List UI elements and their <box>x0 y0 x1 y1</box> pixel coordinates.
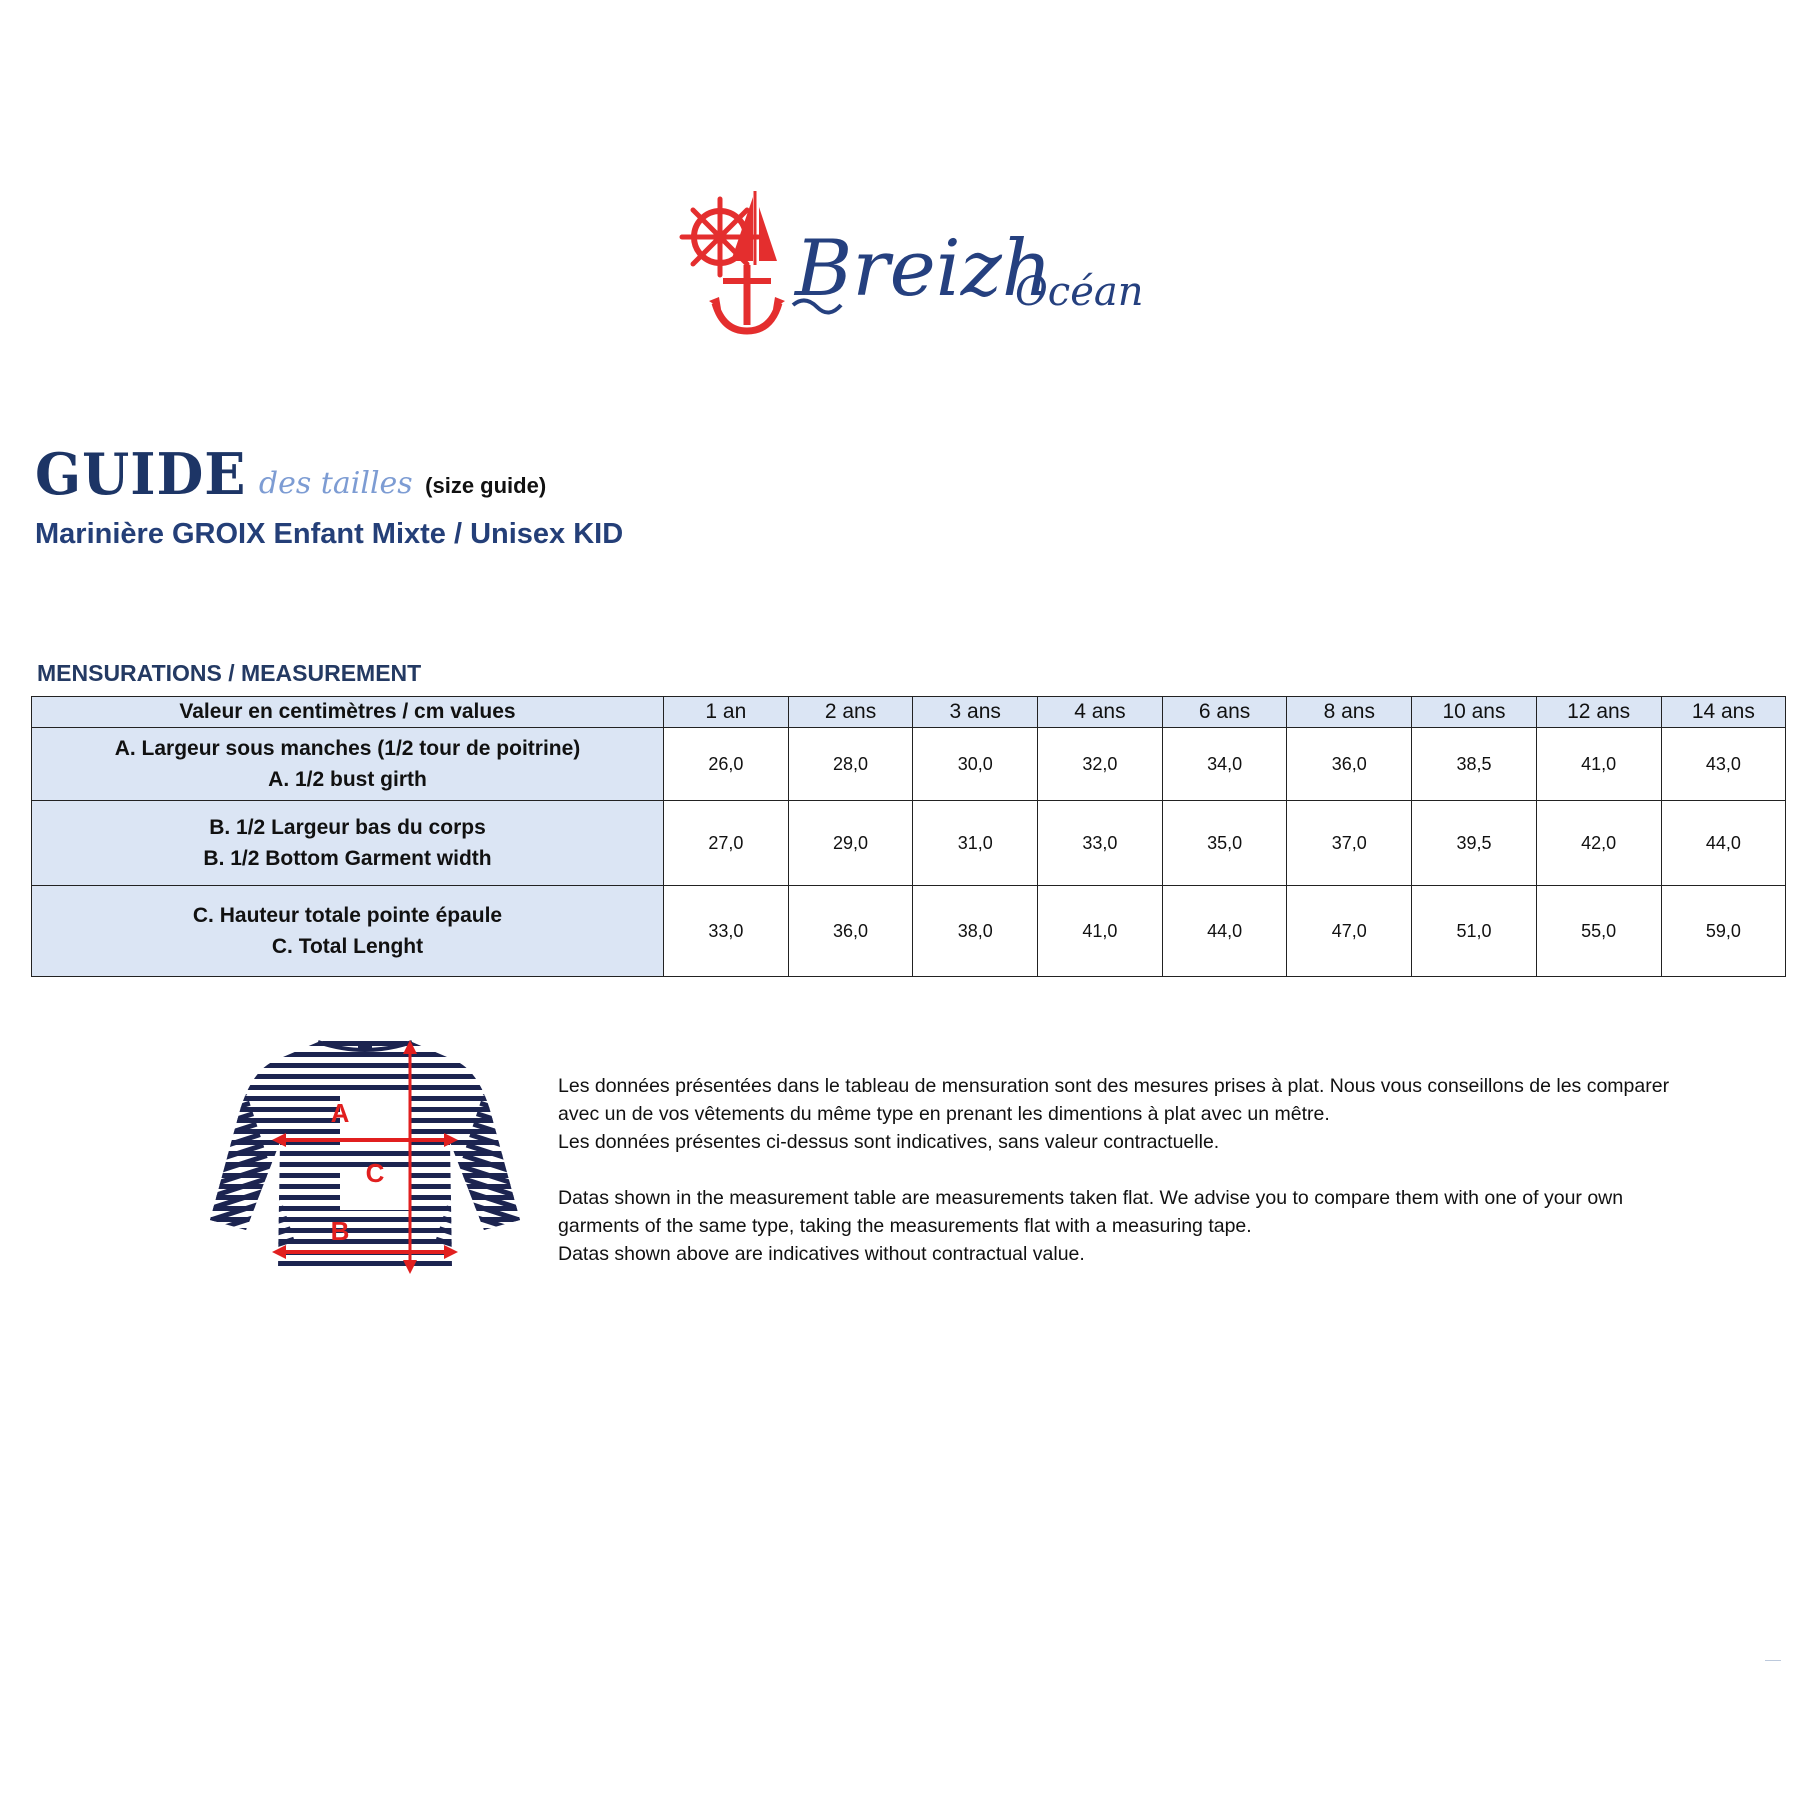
value-cell: 34,0 <box>1162 728 1287 801</box>
table-row <box>32 728 1786 801</box>
value-cell: 29,0 <box>788 801 913 886</box>
row-label-cell <box>32 801 664 886</box>
brand-wordmark <box>793 224 1143 315</box>
value-cell: 36,0 <box>1287 728 1412 801</box>
table-row <box>32 801 1786 886</box>
value-cell: 38,0 <box>913 886 1038 977</box>
guide-subtitle-en: (size guide) <box>425 473 547 498</box>
corner-mark <box>1765 1660 1781 1661</box>
label-c: C <box>365 1158 385 1188</box>
value-cell: 32,0 <box>1038 728 1163 801</box>
label-b: B <box>330 1216 350 1246</box>
collar-tag-icon <box>358 1042 372 1050</box>
value-cell: 51,0 <box>1412 886 1537 977</box>
value-cell: 37,0 <box>1287 801 1412 886</box>
size-column-header: 12 ans <box>1536 697 1661 728</box>
size-table <box>31 696 1786 977</box>
size-column-header: 4 ans <box>1038 697 1163 728</box>
table-header-row <box>32 697 1786 728</box>
value-cell: 38,5 <box>1412 728 1537 801</box>
shirt-body <box>200 1030 530 1275</box>
value-cell: 28,0 <box>788 728 913 801</box>
value-cell: 27,0 <box>664 801 789 886</box>
value-cell: 41,0 <box>1536 728 1661 801</box>
row-label-en: B. 1/2 Bottom Garment width <box>203 847 492 870</box>
value-cell: 44,0 <box>1661 801 1786 886</box>
section-title: MENSURATIONS / MEASUREMENT <box>37 660 422 686</box>
guide-word: GUIDE <box>35 440 247 508</box>
table-row <box>32 886 1786 977</box>
striped-shirt-measurement-diagram <box>200 1030 530 1275</box>
row-label-cell <box>32 728 664 801</box>
value-cell: 30,0 <box>913 728 1038 801</box>
row-label-fr: C. Hauteur totale pointe épaule <box>192 904 503 927</box>
guide-heading <box>35 440 547 508</box>
row-label-fr: A. Largeur sous manches (1/2 tour de poitrine) <box>114 737 581 760</box>
product-title: Marinière GROIX Enfant Mixte / Unisex KID <box>35 518 624 550</box>
value-cell: 42,0 <box>1536 801 1661 886</box>
value-cell: 55,0 <box>1536 886 1661 977</box>
value-cell: 41,0 <box>1038 886 1163 977</box>
value-cell: 33,0 <box>664 886 789 977</box>
size-column-header: 2 ans <box>788 697 913 728</box>
value-cell: 35,0 <box>1162 801 1287 886</box>
header-label-cell: Valeur en centimètres / cm values <box>32 697 664 728</box>
size-column-header: 3 ans <box>913 697 1038 728</box>
notes-block <box>558 1072 1698 1268</box>
value-cell: 36,0 <box>788 886 913 977</box>
value-cell: 33,0 <box>1038 801 1163 886</box>
note-en-1: Datas shown in the measurement table are measurements taken flat. We advise you to compare them with one of your own garments of the same type, taking the measurements flat with a measuring tape. <box>558 1187 1624 1237</box>
value-cell: 31,0 <box>913 801 1038 886</box>
row-label-fr: B. 1/2 Largeur bas du corps <box>209 816 486 839</box>
brand-wordmark-main: Breizh <box>795 224 1053 314</box>
value-cell: 26,0 <box>664 728 789 801</box>
value-cell: 39,5 <box>1412 801 1537 886</box>
label-a: A <box>330 1098 350 1128</box>
value-cell: 43,0 <box>1661 728 1786 801</box>
size-column-header: 14 ans <box>1661 697 1786 728</box>
brand-wordmark-ocean: Océan <box>1015 269 1144 315</box>
ship-wheel-anchor-icon <box>682 191 785 331</box>
row-label-cell <box>32 886 664 977</box>
guide-subtitle-fr: des tailles <box>258 466 413 501</box>
note-en-2: Datas shown above are indicatives without contractual value. <box>558 1243 1085 1265</box>
size-column-header: 1 an <box>664 697 789 728</box>
row-label-en: A. 1/2 bust girth <box>268 768 427 791</box>
value-cell: 59,0 <box>1661 886 1786 977</box>
value-cell: 44,0 <box>1162 886 1287 977</box>
size-column-header: 8 ans <box>1287 697 1412 728</box>
size-column-header: 6 ans <box>1162 697 1287 728</box>
row-label-en: C. Total Lenght <box>271 935 424 958</box>
breizh-ocean-logo <box>675 185 1195 345</box>
note-fr-2: Les données présentes ci-dessus sont indicatives, sans valeur contractuelle. <box>558 1131 1220 1153</box>
size-column-header: 10 ans <box>1412 697 1537 728</box>
value-cell: 47,0 <box>1287 886 1412 977</box>
note-fr-1: Les données présentées dans le tableau de mensuration sont des mesures prises à plat. Nous vous conseillons de les comparer avec un de vos vêtements du même type en prenant les dimentions à plat avec un mêtre. <box>558 1075 1670 1125</box>
